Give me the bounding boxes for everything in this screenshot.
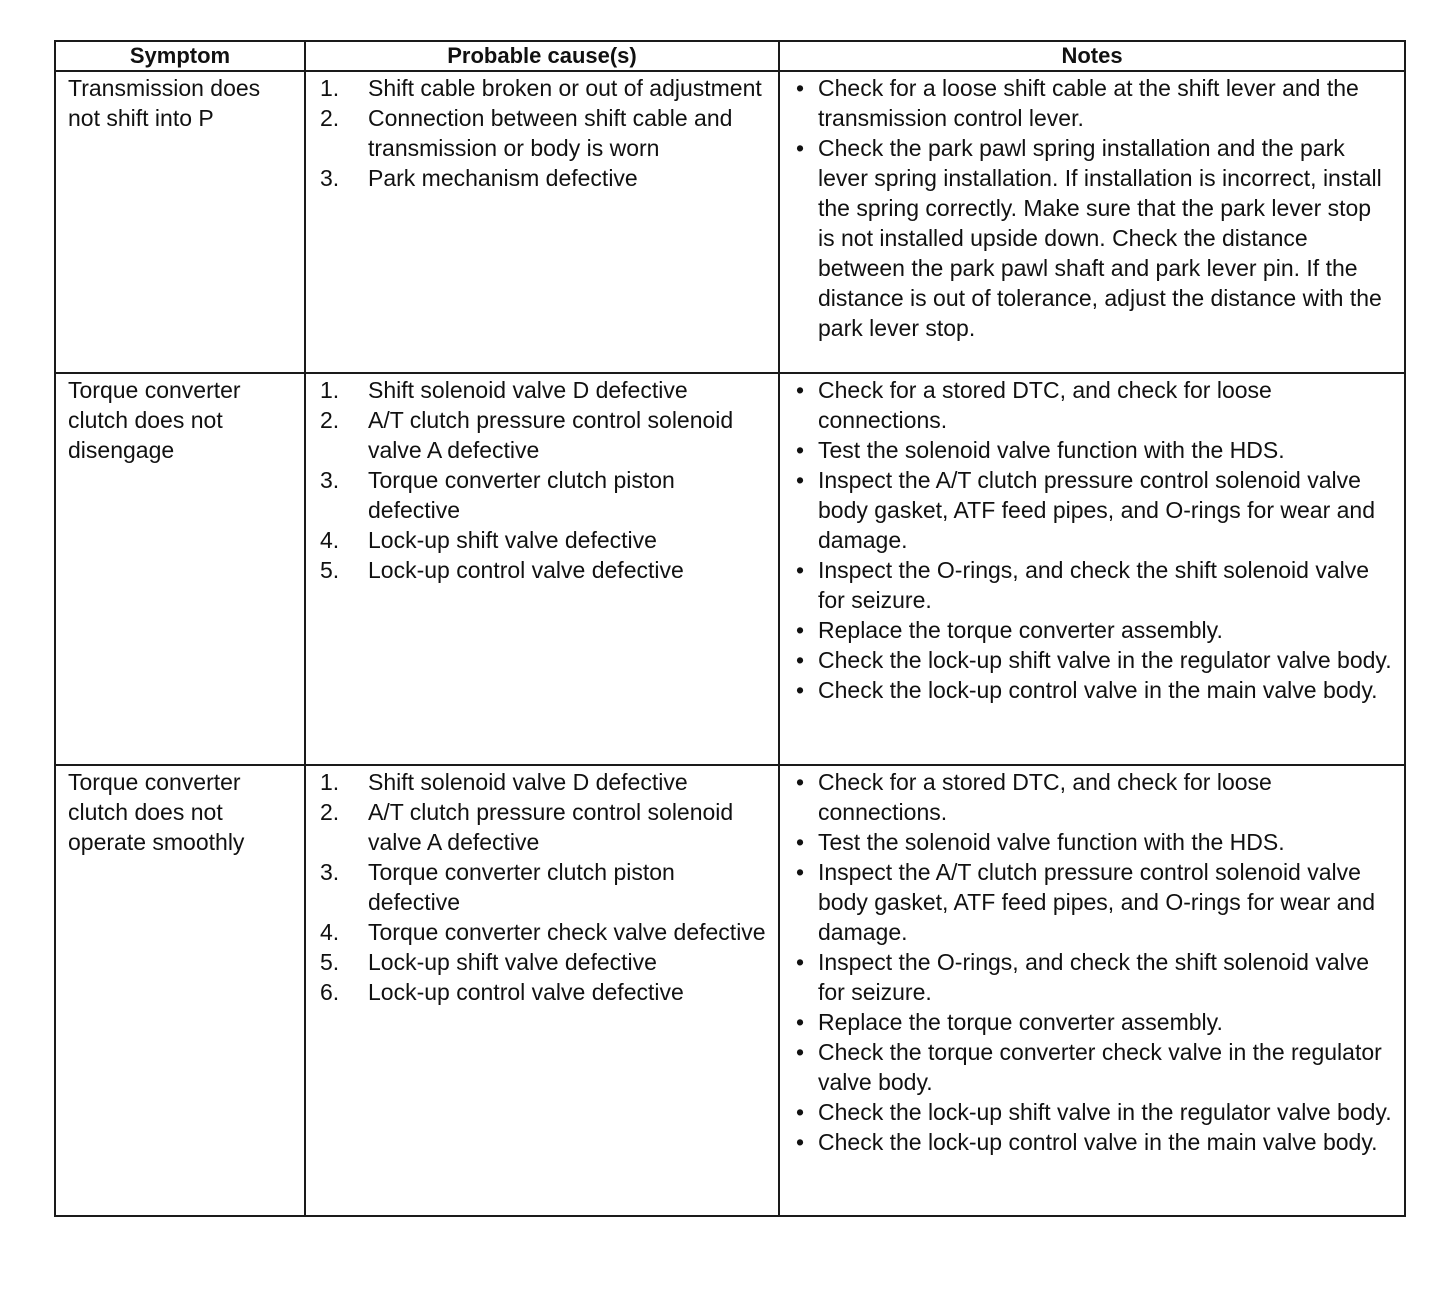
cause-text: Torque converter clutch piston defective [368, 467, 675, 523]
table-row [55, 765, 1405, 1216]
table-header [55, 41, 1405, 71]
cause-item [320, 555, 770, 585]
note-text: Inspect the O-rings, and check the shift solenoid valve for seizure. [818, 557, 1370, 613]
note-item [794, 615, 1394, 645]
note-text: Check the lock-up control valve in the main valve body. [818, 677, 1378, 703]
symptom-cell: Transmission does not shift into P [55, 71, 305, 373]
table-row [55, 373, 1405, 765]
header-notes: Notes [779, 41, 1405, 71]
note-item [794, 827, 1394, 857]
cause-item [320, 405, 770, 465]
note-text: Check the park pawl spring installation and the park lever spring installation. If installation is incorrect, install the spring correctly. Make sure that the park lever stop is not installed upside down. Check the distance between the park pawl shaft and park lever pin. If the distance is out of tolerance, adjust the distance with the park lever stop. [818, 135, 1382, 341]
note-item [794, 645, 1394, 675]
bullet-icon: • [796, 75, 805, 101]
notes-cell [779, 765, 1405, 1216]
note-item [794, 555, 1394, 615]
table-row [55, 71, 1405, 373]
cause-number: 6. [320, 979, 340, 1005]
cause-text: Lock-up shift valve defective [368, 949, 657, 975]
troubleshooting-table [54, 40, 1406, 1217]
note-item [794, 1007, 1394, 1037]
cause-number: 3. [320, 467, 340, 493]
note-item [794, 857, 1394, 947]
note-text: Check the lock-up control valve in the main valve body. [818, 1129, 1378, 1155]
note-list [794, 375, 1394, 705]
cause-number: 1. [320, 75, 340, 101]
causes-cell [305, 71, 779, 373]
cause-item [320, 947, 770, 977]
header-symptom: Symptom [55, 41, 305, 71]
cause-text: Shift cable broken or out of adjustment [368, 75, 762, 101]
note-text: Check for a stored DTC, and check for loose connections. [818, 769, 1272, 825]
cause-text: Park mechanism defective [368, 165, 638, 191]
symptom-cell: Torque converter clutch does not operate smoothly [55, 765, 305, 1216]
cause-text: Shift solenoid valve D defective [368, 377, 688, 403]
cause-number: 2. [320, 799, 340, 825]
bullet-icon: • [796, 829, 805, 855]
note-text: Check the torque converter check valve in the regulator valve body. [818, 1039, 1382, 1095]
note-text: Inspect the A/T clutch pressure control solenoid valve body gasket, ATF feed pipes, and O-rings for wear and damage. [818, 859, 1375, 945]
cause-number: 4. [320, 919, 340, 945]
cause-number: 5. [320, 949, 340, 975]
bullet-icon: • [796, 135, 805, 161]
note-text: Replace the torque converter assembly. [818, 617, 1223, 643]
notes-cell [779, 373, 1405, 765]
bullet-icon: • [796, 437, 805, 463]
cause-item [320, 977, 770, 1007]
note-item [794, 435, 1394, 465]
causes-cell [305, 373, 779, 765]
cause-item [320, 103, 770, 163]
cause-text: A/T clutch pressure control solenoid valve A defective [368, 799, 734, 855]
note-text: Replace the torque converter assembly. [818, 1009, 1223, 1035]
cause-text: Connection between shift cable and transmission or body is worn [368, 105, 733, 161]
bullet-icon: • [796, 557, 805, 583]
cause-item [320, 767, 770, 797]
note-text: Check for a loose shift cable at the shift lever and the transmission control lever. [818, 75, 1359, 131]
cause-number: 5. [320, 557, 340, 583]
bullet-icon: • [796, 949, 805, 975]
bullet-icon: • [796, 617, 805, 643]
cause-text: Lock-up control valve defective [368, 979, 684, 1005]
notes-cell [779, 71, 1405, 373]
note-text: Check for a stored DTC, and check for loose connections. [818, 377, 1272, 433]
causes-cell [305, 765, 779, 1216]
note-item [794, 767, 1394, 827]
header-probable-causes: Probable cause(s) [305, 41, 779, 71]
cause-number: 1. [320, 377, 340, 403]
note-text: Test the solenoid valve function with the HDS. [818, 437, 1285, 463]
cause-number: 3. [320, 859, 340, 885]
troubleshooting-sheet [54, 40, 1404, 1217]
cause-list [320, 73, 770, 193]
table-body [55, 71, 1405, 1216]
note-text: Check the lock-up shift valve in the regulator valve body. [818, 647, 1392, 673]
note-text: Inspect the A/T clutch pressure control solenoid valve body gasket, ATF feed pipes, and O-rings for wear and damage. [818, 467, 1375, 553]
cause-item [320, 73, 770, 103]
cause-text: Shift solenoid valve D defective [368, 769, 688, 795]
bullet-icon: • [796, 769, 805, 795]
note-item [794, 465, 1394, 555]
cause-text: Torque converter check valve defective [368, 919, 766, 945]
note-item [794, 73, 1394, 133]
note-list [794, 73, 1394, 343]
cause-text: A/T clutch pressure control solenoid valve A defective [368, 407, 734, 463]
header-row [55, 41, 1405, 71]
note-item [794, 1097, 1394, 1127]
cause-item [320, 163, 770, 193]
note-list [794, 767, 1394, 1157]
bullet-icon: • [796, 677, 805, 703]
bullet-icon: • [796, 467, 805, 493]
note-item [794, 675, 1394, 705]
cause-number: 4. [320, 527, 340, 553]
bullet-icon: • [796, 377, 805, 403]
note-text: Test the solenoid valve function with the HDS. [818, 829, 1285, 855]
cause-number: 2. [320, 105, 340, 131]
bullet-icon: • [796, 859, 805, 885]
cause-list [320, 767, 770, 1007]
note-item [794, 375, 1394, 435]
cause-item [320, 797, 770, 857]
cause-list [320, 375, 770, 585]
cause-number: 2. [320, 407, 340, 433]
cause-item [320, 857, 770, 917]
cause-text: Torque converter clutch piston defective [368, 859, 675, 915]
note-text: Check the lock-up shift valve in the regulator valve body. [818, 1099, 1392, 1125]
note-text: Inspect the O-rings, and check the shift solenoid valve for seizure. [818, 949, 1370, 1005]
cause-number: 1. [320, 769, 340, 795]
bullet-icon: • [796, 647, 805, 673]
cause-text: Lock-up shift valve defective [368, 527, 657, 553]
bullet-icon: • [796, 1039, 805, 1065]
note-item [794, 947, 1394, 1007]
cause-item [320, 525, 770, 555]
bullet-icon: • [796, 1129, 805, 1155]
cause-text: Lock-up control valve defective [368, 557, 684, 583]
symptom-cell: Torque converter clutch does not disengage [55, 373, 305, 765]
cause-item [320, 917, 770, 947]
cause-item [320, 465, 770, 525]
bullet-icon: • [796, 1099, 805, 1125]
bullet-icon: • [796, 1009, 805, 1035]
note-item [794, 1037, 1394, 1097]
note-item [794, 133, 1394, 343]
note-item [794, 1127, 1394, 1157]
cause-number: 3. [320, 165, 340, 191]
cause-item [320, 375, 770, 405]
